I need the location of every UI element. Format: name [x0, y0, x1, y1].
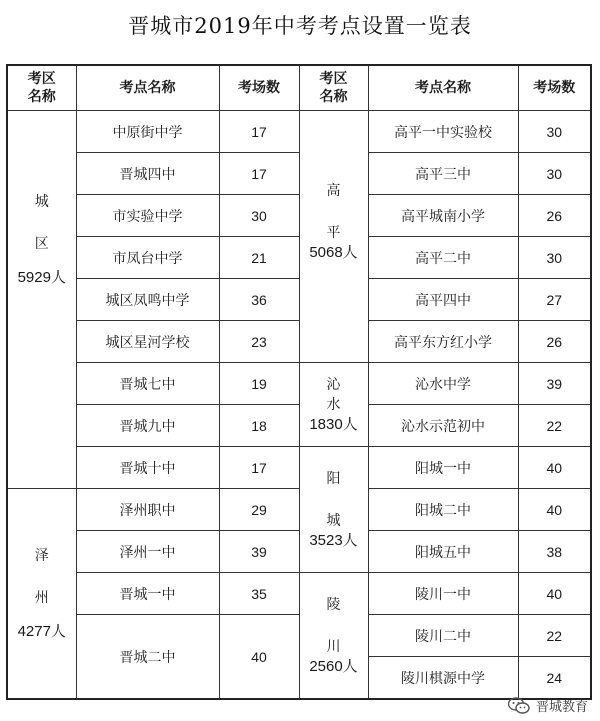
header-site-right: 考点名称 [368, 65, 518, 111]
district-qinshui: 沁 水 1830人 [299, 363, 368, 447]
site-name: 城区凤鸣中学 [76, 279, 219, 321]
watermark-text: 晋城教育 [535, 700, 588, 715]
wechat-icon [508, 697, 530, 715]
site-name: 晋城十中 [76, 447, 219, 489]
site-name: 高平一中实验校 [368, 111, 518, 153]
district-chengqu: 城 区 5929人 [7, 111, 76, 489]
header-district-left: 考区 名称 [7, 65, 76, 111]
site-name: 高平四中 [368, 279, 518, 321]
room-count: 39 [518, 363, 591, 405]
site-name: 阳城二中 [368, 489, 518, 531]
room-count: 30 [219, 195, 299, 237]
room-count: 18 [219, 405, 299, 447]
site-name: 沁水示范初中 [368, 405, 518, 447]
room-count: 26 [518, 321, 591, 363]
header-site-left: 考点名称 [76, 65, 219, 111]
room-count: 17 [219, 447, 299, 489]
site-name: 高平三中 [368, 153, 518, 195]
site-name: 阳城五中 [368, 531, 518, 573]
header-rooms-right: 考场数 [518, 65, 591, 111]
site-name: 晋城一中 [76, 573, 219, 615]
site-name: 泽州职中 [76, 489, 219, 531]
site-name: 高平东方红小学 [368, 321, 518, 363]
district-gaoping: 高 平 5068人 [299, 111, 368, 363]
site-name: 晋城七中 [76, 363, 219, 405]
room-count: 19 [219, 363, 299, 405]
header-rooms-left: 考场数 [219, 65, 299, 111]
exam-site-table [6, 64, 592, 700]
room-count: 29 [219, 489, 299, 531]
room-count: 40 [518, 447, 591, 489]
room-count: 26 [518, 195, 591, 237]
site-name: 晋城二中 [76, 615, 219, 700]
site-name: 晋城九中 [76, 405, 219, 447]
district-lingchuan: 陵 川 2560人 [299, 573, 368, 700]
table-row [7, 573, 591, 615]
site-name: 沁水中学 [368, 363, 518, 405]
room-count: 40 [219, 615, 299, 700]
room-count: 30 [518, 153, 591, 195]
room-count: 35 [219, 573, 299, 615]
site-name: 城区星河学校 [76, 321, 219, 363]
site-name: 中原街中学 [76, 111, 219, 153]
room-count: 21 [219, 237, 299, 279]
site-name: 晋城四中 [76, 153, 219, 195]
site-name: 市凤台中学 [76, 237, 219, 279]
room-count: 27 [518, 279, 591, 321]
room-count: 17 [219, 153, 299, 195]
site-name: 高平城南小学 [368, 195, 518, 237]
table-row [7, 447, 591, 489]
page-title: 晋城市2019年中考考点设置一览表 [128, 14, 472, 38]
room-count: 30 [518, 237, 591, 279]
site-name: 高平二中 [368, 237, 518, 279]
site-name: 陵川一中 [368, 573, 518, 615]
room-count: 24 [518, 657, 591, 700]
table-row [7, 111, 591, 153]
room-count: 39 [219, 531, 299, 573]
room-count: 23 [219, 321, 299, 363]
site-name: 陵川棋源中学 [368, 657, 518, 700]
site-name: 陵川二中 [368, 615, 518, 657]
table-row [7, 363, 591, 405]
room-count: 38 [518, 531, 591, 573]
room-count: 30 [518, 111, 591, 153]
room-count: 40 [518, 573, 591, 615]
room-count: 17 [219, 111, 299, 153]
site-name: 泽州一中 [76, 531, 219, 573]
table-header-row [7, 65, 591, 111]
room-count: 22 [518, 615, 591, 657]
site-name: 阳城一中 [368, 447, 518, 489]
room-count: 36 [219, 279, 299, 321]
district-zezhou: 泽 州 4277人 [7, 489, 76, 700]
header-district-right: 考区 名称 [299, 65, 368, 111]
room-count: 22 [518, 405, 591, 447]
site-name: 市实验中学 [76, 195, 219, 237]
room-count: 40 [518, 489, 591, 531]
district-yangcheng: 阳 城 3523人 [299, 447, 368, 573]
watermark [508, 696, 588, 715]
